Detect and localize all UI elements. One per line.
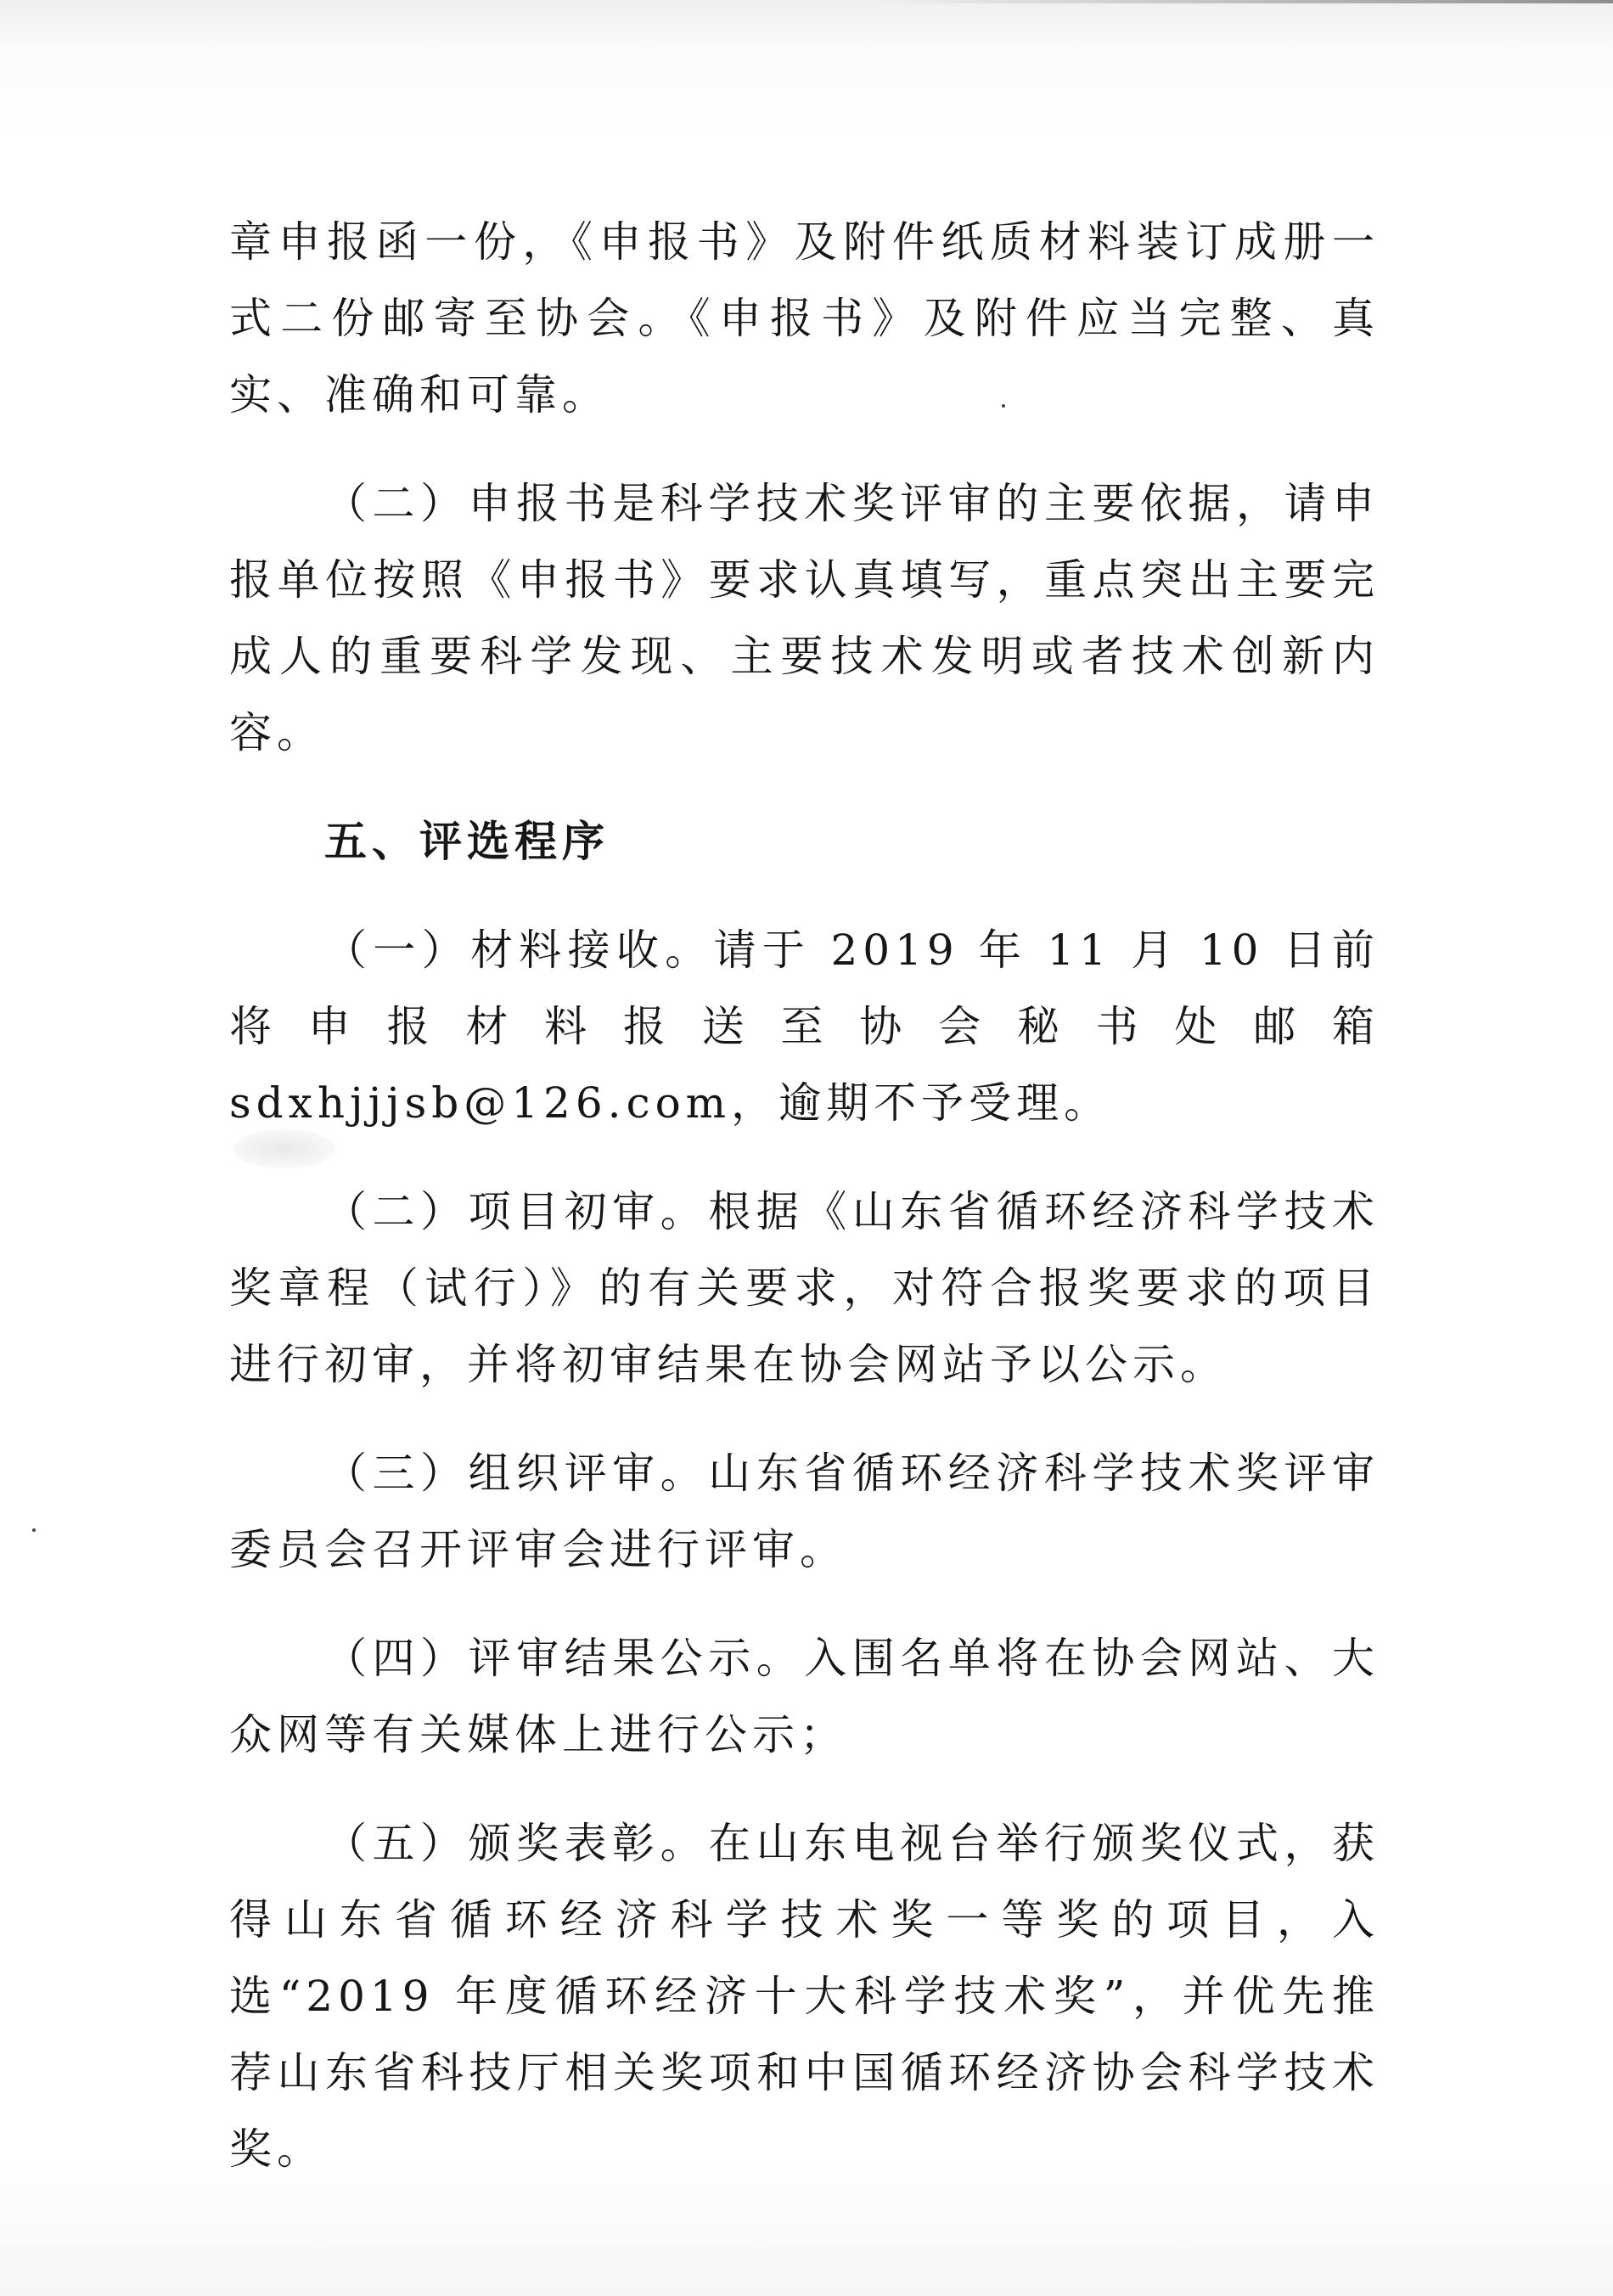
paragraph-continuation: 章申报函一份，《申报书》及附件纸质材料装订成册一式二份邮寄至协会。《申报书》及附件应当完整、真实、准确和可靠。: [229, 217, 1380, 419]
document-body: [229, 204, 1380, 2220]
section-heading: 五、评选程序: [324, 817, 610, 866]
step-organized-review: （三）组织评审。山东省循环经济科学技术奖评审委员会召开评审会进行评审。: [229, 1449, 1380, 1574]
step-result-publicity: （四）评审结果公示。入围名单将在协会网站、大众网等有关媒体上进行公示；: [229, 1634, 1380, 1759]
scan-speck: [32, 1528, 36, 1532]
step-award-ceremony: （五）颁奖表彰。在山东电视台举行颁奖仪式，获得山东省循环经济科学技术奖一等奖的项目，入选“2019 年度循环经济十大科学技术奖”，并优先推荐山东省科技厅相关奖项和中国循环经济协会科学技术奖。: [229, 1819, 1380, 2174]
step-initial-review: （二）项目初审。根据《山东省循环经济科学技术奖章程（试行）》的有关要求，对符合报奖要求的项目进行初审，并将初审结果在协会网站予以公示。: [229, 1187, 1380, 1389]
scan-shadow: [0, 0, 1613, 51]
paragraph-application-form: （二）申报书是科学技术奖评审的主要依据，请申报单位按照《申报书》要求认真填写，重点突出主要完成人的重要科学发现、主要技术发明或者技术创新内容。: [229, 479, 1380, 757]
step-material-receipt: （一）材料接收。请于 2019 年 11 月 10 日前将申报材料报送至协会秘书处邮箱 sdxhjjjsb@126.com，逾期不予受理。: [229, 926, 1380, 1128]
scan-edge: [883, 0, 1613, 3]
